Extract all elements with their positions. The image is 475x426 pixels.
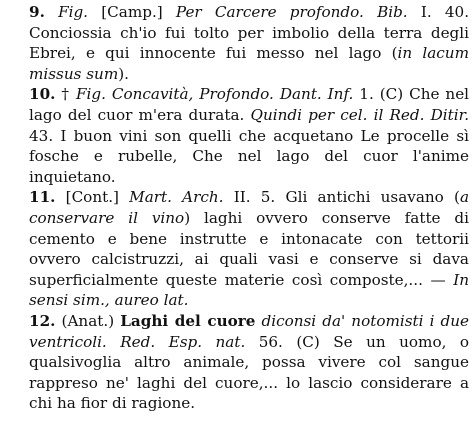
figurative-label: Fig. — [75, 85, 106, 104]
crusca-mark: (C) — [379, 85, 404, 104]
entry-10 — [9, 84, 469, 187]
category-tag: [Camp.] — [101, 3, 163, 21]
headword-phrase: Laghi del cuore — [120, 311, 256, 330]
quotation: I buon vini son quelli che acquetano Le procelle sì fosche e rubelle, Che nel lago del cuor l'anime inquietano. — [29, 126, 469, 186]
source-ref: I. — [420, 3, 432, 21]
entry-12 — [9, 311, 469, 414]
cross-reference: Quindi per cel. il Red. Ditir. — [250, 105, 470, 124]
source-ref: 43. — [29, 126, 54, 145]
definition: Concavità, Profondo. — [111, 85, 274, 104]
entry-9 — [9, 2, 469, 84]
quotation: Gli antichi usavano ( — [285, 188, 460, 207]
quotation: Conciossia ch'io fui tolto per imbolio della terra degli Ebrei, e qui innocente fui messo nel lago ( — [29, 23, 469, 63]
latin-gloss: in lacum missus sum — [29, 44, 469, 83]
source-citation: Red. Esp. nat. — [120, 332, 246, 351]
quotation: Se un uomo, o qualsivoglia altro animale, possa vivere col sangue rappreso ne' laghi del cuore,... lo lascio considerare a chi ha fior di ragione. — [29, 332, 470, 413]
obsolete-mark: † — [61, 85, 71, 104]
italic-gloss: a conservare il vino — [29, 188, 470, 227]
entry-number: 9. — [29, 3, 45, 21]
definition: diconsi da' notomisti i due ventricoli. — [29, 311, 469, 351]
source-ref: 56. — [258, 332, 283, 351]
source-ref: II. 5. — [233, 188, 276, 207]
figurative-label: Fig. — [58, 3, 89, 21]
source-citation: Mart. Arch. — [129, 188, 224, 207]
entry-number: 12. — [29, 311, 56, 330]
source-citation: Dant. Inf. — [279, 85, 354, 104]
quotation-end: ). — [118, 64, 129, 83]
crusca-mark: (C) — [296, 332, 320, 351]
entry-11 — [9, 187, 469, 311]
definition: Per Carcere profondo. — [175, 3, 364, 21]
source-citation: Bib. — [377, 3, 408, 21]
latin-note: In sensi sim., aureo lat. — [29, 270, 469, 310]
quotation-cont: ) laghi ovvero conserve fatte di cemento e bene instrutte e intonacate con tettorii ovvero calcistruzzi, ai quali vasi e conserve si dava superficialmente queste materie così composte,... — — [29, 208, 469, 289]
entry-number: 11. — [29, 188, 56, 207]
source-ref-2: 40. — [444, 3, 470, 21]
category-tag: [Cont.] — [65, 188, 119, 207]
source-ref: 1. — [359, 85, 374, 104]
category-tag: (Anat.) — [61, 311, 115, 330]
entry-number: 10. — [29, 85, 56, 104]
quotation: Che nel lago del cuor m'era durata. — [29, 85, 470, 124]
